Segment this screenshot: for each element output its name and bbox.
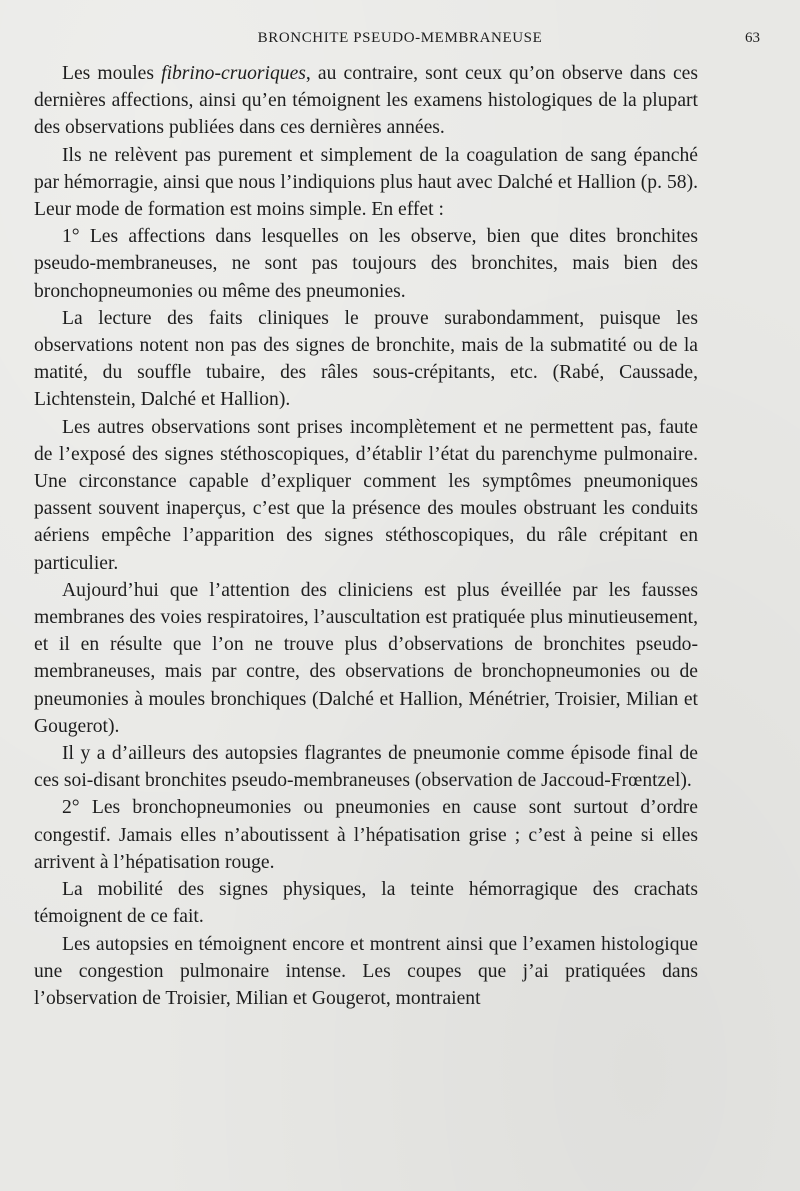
running-title: BRONCHITE PSEUDO-MEMBRANEUSE — [257, 30, 543, 46]
paragraph-8: 2° Les bronchopneumonies ou pneumonies en cause sont surtout d’ordre congestif. Jamais elles n’aboutissent à l’hépatisation grise ; c’est à peine si elles arrivent à l’hépatisation rouge. — [34, 797, 698, 873]
paragraph-7: Il y a d’ailleurs des autopsies flagrantes de pneumonie comme épisode final de ces soi-disant bronchites pseudo-membraneuses (observation de Jaccoud-Frœntzel). — [34, 743, 698, 792]
body-text — [34, 60, 698, 1012]
paragraph-9: La mobilité des signes physiques, la teinte hémorragique des crachats témoignent de ce fait. — [34, 879, 698, 928]
paragraph-1-lead: Les moules — [62, 63, 162, 84]
paragraph-1-rest: , au contraire, sont ceux qu’on observe dans ces dernières affections, ainsi qu’en témoignent les examens histologiques de la plupart des observations publiées dans ces dernières années. — [34, 63, 698, 139]
paragraph-10: Les autopsies en témoignent encore et montrent ainsi que l’examen histologique une congestion pulmonaire intense. Les coupes que j’ai pratiquées dans l’observation de Troisier, Milian et Gougerot, montraient — [34, 933, 698, 1009]
emphasis-fibrino-cruoriques: fibrino-cruoriques — [161, 63, 306, 84]
paragraph-3: 1° Les affections dans lesquelles on les observe, bien que dites bronchites pseudo-membraneuses, ne sont pas toujours des bronchites, mais bien des bronchopneumonies ou même des pneumonies. — [34, 226, 698, 302]
page-number: 63 — [745, 30, 760, 46]
paragraph-6: Aujourd’hui que l’attention des cliniciens est plus éveillée par les fausses membranes des voies respiratoires, l’auscultation est pratiquée plus minutieusement, et il en résulte que l’on ne trouve plus d’observations de bronchites pseudo-membraneuses, mais par contre, des observations de bronchopneumonies ou de pneumonies à moules bronchiques (Dalché et Hallion, Ménétrier, Troisier, Milian et Gougerot). — [34, 579, 698, 737]
running-head — [32, 28, 768, 52]
paragraph-5: Les autres observations sont prises incomplètement et ne permettent pas, faute de l’exposé des signes stéthoscopiques, d’établir l’état du parenchyme pulmonaire. Une circonstance capable d’expliquer comment les symptômes pneumoniques passent souvent inaperçus, c’est que la présence des moules obstruant les conduits aériens empêche l’apparition des signes stéthoscopiques, du râle crépitant en particulier. — [34, 416, 698, 574]
paragraph-1 — [34, 60, 698, 142]
paragraph-4: La lecture des faits cliniques le prouve surabondamment, puisque les observations notent non pas des signes de bronchite, mais de la submatité ou de la matité, du souffle tubaire, des râles sous-crépitants, etc. (Rabé, Caussade, Lichtenstein, Dalché et Hallion). — [34, 307, 698, 411]
paragraph-2: Ils ne relèvent pas purement et simplement de la coagulation de sang épanché par hémorragie, ainsi que nous l’indiquions plus haut avec Dalché et Hallion (p. 58). Leur mode de formation est moins simple. En effet : — [34, 144, 698, 221]
